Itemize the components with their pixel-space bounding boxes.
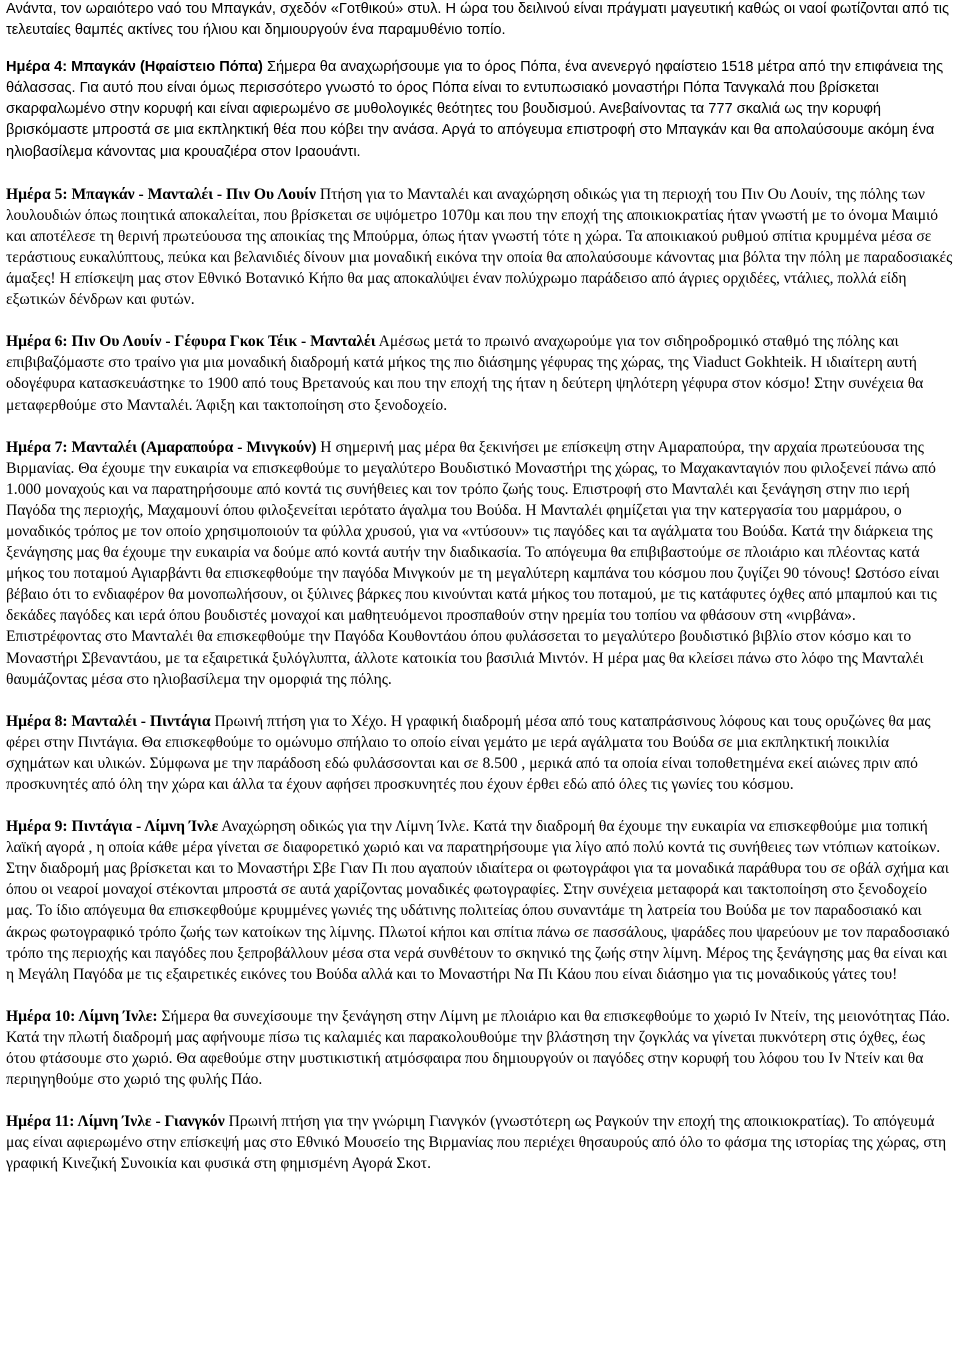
day-10-paragraph — [6, 1006, 954, 1090]
day-5-paragraph — [6, 184, 954, 311]
day-11-paragraph — [6, 1111, 954, 1174]
day-4-paragraph — [6, 57, 954, 162]
day-6-paragraph — [6, 331, 954, 415]
day-10-heading: Ημέρα 10: Λίμνη Ίνλε: — [6, 1007, 158, 1025]
day-5-text: Πτήση για το Μανταλέι και αναχώρηση οδικώς για τη περιοχή του Πιν Ου Λουίν, της πόλης των λουλουδιών όπως ποιητικά αποκαλείται, που βρίσκεται σε υψόμετρο 1070μ και που την εποχή της αποικιοκρατίας ήταν γνωστή με το όνομα Μαιμιό και αποτέλεσε τη θερινή πρωτεύουσα της αποικίας της Μπούρμα, όπως ήταν γνωστή τότε η χώρα. Τα αποικιακού ρυθμού σπίτια κρυμμένα μέσα σε τεράστιους ευκαλύπτους, πεύκα και βελανιδιές δίνουν μια μοναδική εικόνα την οποία θα απολαύσουμε κάνοντας μια βόλτα την πόλη με παραδοσιακές άμαξες! Η επίσκεψη μας στον Εθνικό Βοτανικό Κήπο θα μας αποκαλύψει έναν πολύχρωμο παράδεισο από άγριες ορχιδέες, ντάλιες, πολλά είδη εξωτικών δένδρων και φυτών. — [6, 185, 953, 309]
document-page — [6, 0, 954, 1175]
day-5-heading: Ημέρα 5: Μπαγκάν - Μανταλέι - Πιν Ου Λουίν — [6, 185, 316, 203]
day-8-heading: Ημέρα 8: Μανταλέι - Πιντάγια — [6, 712, 211, 730]
day-9-heading: Ημέρα 9: Πιντάγια - Λίμνη Ίνλε — [6, 818, 219, 836]
day-11-heading: Ημέρα 11: Λίμνη Ίνλε - Γιανγκόν — [6, 1113, 225, 1131]
day-7-heading: Ημέρα 7: Μανταλέι (Αμαραπούρα - Μινγκούν) — [6, 438, 317, 456]
intro-paragraph — [6, 0, 954, 41]
day-11-text: Πρωινή πτήση για την γνώριμη Γιανγκόν (γνωστότερη ως Ραγκούν την εποχή της αποικιοκρατίας). Το απόγευμά μας είναι αφιερωμένο στην επίσκεψή μας στο Εθνικό Μουσείο της Βιρμανίας που περιέχει θησαυρούς από όλο το φάσμα της ιστορίας της χώρας, στη γραφική Κινεζική Συνοικία και φυσικά στη φημισμένη Αγορά Σκοτ. — [6, 1113, 947, 1173]
day-8-paragraph — [6, 711, 954, 795]
day-9-text: Αναχώρηση οδικώς για την Λίμνη Ίνλε. Κατά την διαδρομή θα έχουμε την ευκαιρία να επισκεφθούμε μια τοπική λαϊκή αγορά , η οποία κάθε μέρα γίνεται σε διαφορετικό χωριό και να παρατηρήσουμε για λίγο από πολύ κοντά τις συνήθειες των ντόπιων κατοίκων. Στην διαδρομή μας βρίσκεται και το Μοναστήρι Σβε Γιαν Πι που αγαπούν ιδιαίτερα οι φωτογράφοι για τα μοναδικά παράθυρα του σε οβάλ σχήμα και όπου οι νεαροί μοναχοί στέκονται μπροστά σε αυτά χαρίζοντας μοναδικές φωτογραφίες. Στην συνέχεια μεταφορά και τακτοποίηση στο ξενοδοχείο μας. Το ίδιο απόγευμα θα επισκεφθούμε κρυμμένες γωνιές της υδάτινης πολιτείας όπου συναντάμε τη λατρεία του Βούδα με τον παραδοσιακό και άκρως φωτογραφικό τρόπο ζωής των κατοίκων της λίμνης. Πλωτοί κήποι και σπίτια πάνω σε πασσάλους, ψαράδες που ψαρεύουν με τον παραδοσιακό τρόπο της περιοχής και παγόδες που ξεπροβάλλουν μέσα στα νερά συνθέτουν το σκηνικό της ζωής στην λίμνη. Μέρος της ξενάγησης μας θα είναι και η Μεγάλη Παγόδα με τις εξαιρετικές εικόνες του Βούδα αλλά και το Μοναστήρι Να Πι Κάου που είναι διάσημο για τις μοναδικούς γάτες του! — [6, 818, 950, 983]
day-6-heading: Ημέρα 6: Πιν Ου Λουίν - Γέφυρα Γκοκ Τέικ - Μανταλέι — [6, 333, 376, 351]
day-4-text: Σήμερα θα αναχωρήσουμε για το όρος Πόπα, ένα ανενεργό ηφαίστειο 1518 μέτρα από την επιφάνεια της θάλασσας. Για αυτό που είναι όμως περισσότερο γνωστό το όρος Πόπα είναι το εντυπωσιακό μοναστήρι Πόπα Τανγκαλά που βρίσκεται σκαρφαλωμένο στην κορυφή και είναι αφιερωμένο σε μυθολογικές θεότητες του βουδισμού. Ανεβαίνοντας τα 777 σκαλιά ως την κορυφή βρισκόμαστε μπροστά σε μια εκπληκτική θέα που κόβει την ανάσα. Αργά το απόγευμα επιστροφή στο Μπαγκάν και θα απολαύσουμε ακόμη ένα ηλιοβασίλεμα κάνοντας μια κρουαζιέρα στον Ιραουάντι. — [6, 59, 944, 160]
day-7-paragraph — [6, 437, 954, 690]
day-9-paragraph — [6, 816, 954, 985]
day-6-text: Αμέσως μετά το πρωινό αναχωρούμε για τον σιδηροδρομικό σταθμό της πόλης και επιβιβαζόμαστε στο τραίνο για μια μοναδική διαδρομή κατά μήκος της πιο διάσημης γέφυρας της χώρας, της Viaduct Gokhteik. Η ιδιαίτερη αυτή οδογέφυρα κατασκευάστηκε το 1900 από τους Βρετανούς και που την εποχή της ήταν η δεύτερη ψηλότερη γέφυρα στον κόσμο! Στην συνέχεια θα μεταφερθούμε στο Μανταλέι. Άφιξη και τακτοποίηση στο ξενοδοχείο. — [6, 333, 924, 414]
day-8-text: Πρωινή πτήση για το Χέχο. Η γραφική διαδρομή μέσα από τους καταπράσινους λόφους και τους ορυζώνες θα μας φέρει στην Πιντάγια. Θα επισκεφθούμε το ομώνυμο σπήλαιο το οποίο είναι γεμάτο με ιερά αγάλματα του Βούδα σε μια εκπληκτική ποικιλία σχημάτων και υλικών. Σύμφωνα με την παράδοση εδώ φυλάσσονται και σε 8.500 , μερικά από τα οποία είναι τοποθετημένα εκεί αιώνες πριν από προσκυνητές από όλη την χώρα και άλλα τα έχουν αφήσει προσκυνητές που έχουν έρθει εδώ από όλες τις γωνίες του κόσμου. — [6, 712, 931, 793]
day-4-heading: Ημέρα 4: Μπαγκάν (Ηφαίστειο Πόπα) — [6, 59, 263, 76]
intro-text: Ανάντα, τον ωραιότερο ναό του Μπαγκάν, σχεδόν «Γοτθικού» στυλ. Η ώρα του δειλινού είναι πράγματι μαγευτική καθώς οι ναοί φωτίζονται από τις τελευταίες θαμπές ακτίνες του ήλιου και δημιουργούν ένα παραμυθένιο τοπίο. — [6, 1, 949, 39]
day-10-text: Σήμερα θα συνεχίσουμε την ξενάγηση στην Λίμνη με πλοιάριο και θα επισκεφθούμε το χωριό Ιν Ντείν, της μειονότητας Πάο. Κατά την πλωτή διαδρομή μας αφήνουμε πίσω τις καλαμιές και παρακολουθούμε την βλάστηση την ζογκλάς να γίνεται πυκνότερη στις όχθες, έως ότου φτάσουμε στο χωριό. Θα αφεθούμε στην μυστικιστική ατμόσφαιρα που δημιουργούν οι παγόδες στην κορυφή του λόφου του Ιν Ντείν και θα περιηγηθούμε στο χωριό της φυλής Πάο. — [6, 1007, 950, 1089]
day-7-text: Η σημερινή μας μέρα θα ξεκινήσει με επίσκεψη στην Αμαραπούρα, την αρχαία πρωτεύουσα της Βιρμανίας. Θα έχουμε την ευκαιρία να επισκεφθούμε το μεγαλύτερο Βουδιστικό Μοναστήρι της χώρας, το Μαχακανταγιόν που φιλοξενεί πάνω από 1.000 μοναχούς και να παρατηρήσουμε από κοντά τις συνήθειες και τον τρόπο ζωής τους. Επιστροφή στο Μανταλέι και ξενάγηση στην πιο ιερή Παγόδα της περιοχής, Μαχαμουνί όπου φιλοξενείται ιερότατο άγαλμα του Βούδα. Η Μανταλέι φημίζεται για την κατεργασία του μαρμάρου, ο μοναδικός τρόπος με τον οποίο χρησιμοποιούν τα φύλλα χρυσού, για να «ντύσουν» τις παγόδες και τα αγάλματα του Βούδα. Κατά την διάρκεια της ξενάγησης μας θα έχουμε την ευκαιρία να δούμε από κοντά αυτήν την διαδικασία. Το απόγευμα θα επιβιβαστούμε σε πλοιάριο και πλέοντας κατά μήκος του ποταμού Αγιαρβάντι θα επισκεφθούμε την παγόδα Μινγκούν με τη μεγαλύτερη καμπάνα του κόσμου που ζυγίζει 90 τόνους! Ωστόσο είναι βέβαιο ότι το ενδιαφέρον θα μονοπωλήσουν, οι ξύλινες βάρκες που κινούνται κατά μήκος του ποταμού, με τις κατάφυτες όχθες από μπαμπού και τις δεκάδες παγόδες και ιερά όπου βουδιστές μοναχοί και μαθητευόμενοι προσπαθούν στην ηρεμία του τοπίου να φθάσουν στη «νιρβάνα». Επιστρέφοντας στο Μανταλέι θα επισκεφθούμε την Παγόδα Κουθοντάου όπου φυλάσσεται το μεγαλύτερο βουδιστικό βιβλίο στον κόσμο και το Μοναστήρι Σβεναντάου, με τα εξαιρετικά ξυλόγλυπτα, άλλοτε κατοικία του βασιλιά Μιντόν. Η μέρα μας θα κλείσει πάνω στο λόφο της Μανταλέι θαυμάζοντας μέσα στο ηλιοβασίλεμα την ομορφιά της πόλης. — [6, 438, 940, 688]
